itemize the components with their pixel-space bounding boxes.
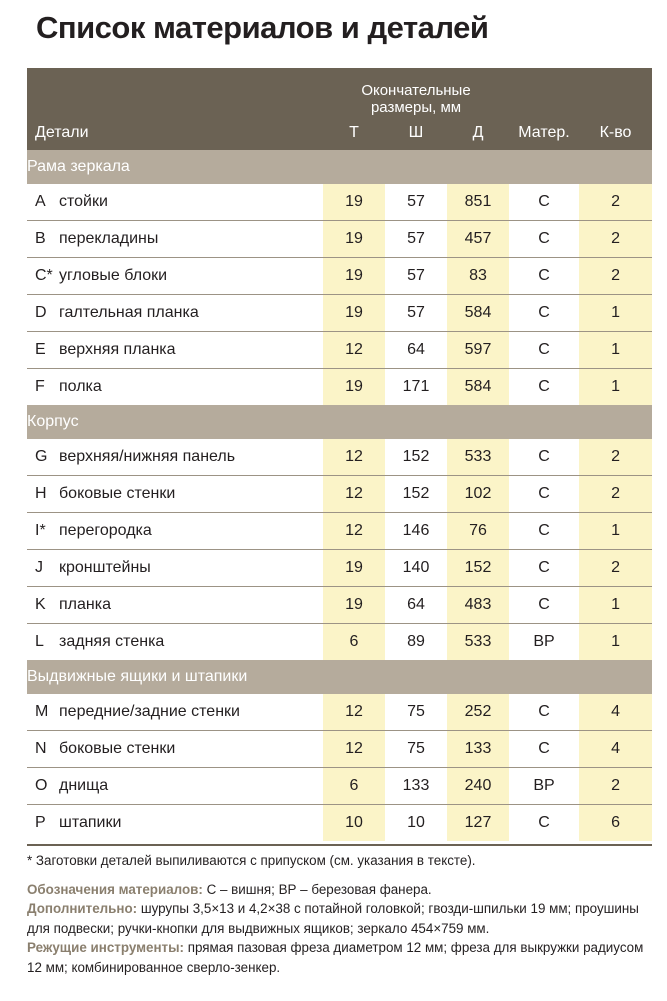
quantity-cell: 4 xyxy=(579,731,652,768)
material-cell: С xyxy=(538,814,550,831)
thickness-cell: 12 xyxy=(323,694,385,731)
page-title: Список материалов и деталей xyxy=(36,10,489,45)
width-cell: 171 xyxy=(402,378,430,395)
tools-note xyxy=(27,938,655,977)
quantity-cell: 1 xyxy=(579,295,652,332)
part-letter: L xyxy=(35,633,44,650)
materials-text: С – вишня; ВР – березовая фанера. xyxy=(202,881,432,897)
material-cell: С xyxy=(509,221,579,258)
material-cell: С xyxy=(509,587,579,624)
width-cell: 64 xyxy=(385,332,447,369)
extra-note xyxy=(27,899,655,938)
part-letter: A xyxy=(27,184,59,221)
part-name: передние/задние стенки xyxy=(59,694,323,731)
length-cell: 76 xyxy=(447,513,509,550)
part-letter: P xyxy=(35,814,46,831)
part-letter: B xyxy=(27,221,59,258)
footnote: * Заготовки деталей выпиливаются с припуском (см. указания в тексте). xyxy=(27,853,476,868)
table-bottom-rule xyxy=(27,844,652,846)
header-row-dims xyxy=(27,68,652,116)
thickness-cell: 10 xyxy=(323,805,385,842)
table-row xyxy=(27,258,652,295)
part-name: верхняя/нижняя панель xyxy=(59,439,323,476)
quantity-cell: 2 xyxy=(579,221,652,258)
part-name: верхняя планка xyxy=(59,332,323,369)
part-name: боковые стенки xyxy=(59,476,323,513)
width-cell: 133 xyxy=(385,768,447,805)
table-row xyxy=(27,587,652,624)
length-cell: 851 xyxy=(447,184,509,221)
part-letter: M xyxy=(27,694,59,731)
table-row xyxy=(27,295,652,332)
part-name: угловые блоки xyxy=(59,258,323,295)
part-letter: F xyxy=(35,378,45,395)
length-cell: 240 xyxy=(447,768,509,805)
part-name: штапики xyxy=(59,814,122,831)
length-cell: 584 xyxy=(447,295,509,332)
tools-label: Режущие инструменты: xyxy=(27,940,184,955)
col-header-mater: Матер. xyxy=(509,116,579,150)
length-cell: 127 xyxy=(447,805,509,842)
quantity-cell: 2 xyxy=(579,550,652,587)
length-cell: 152 xyxy=(447,550,509,587)
thickness-cell: 12 xyxy=(323,332,385,369)
thickness-cell: 19 xyxy=(323,184,385,221)
thickness-cell: 12 xyxy=(323,439,385,476)
quantity-cell: 1 xyxy=(579,513,652,550)
length-cell: 83 xyxy=(447,258,509,295)
length-cell: 457 xyxy=(447,221,509,258)
extra-label: Дополнительно: xyxy=(27,901,138,916)
length-cell: 133 xyxy=(447,731,509,768)
table-row xyxy=(27,550,652,587)
notes-block xyxy=(27,851,655,977)
material-cell: С xyxy=(509,439,579,476)
part-name: стойки xyxy=(59,184,323,221)
quantity-cell: 2 xyxy=(579,439,652,476)
dims-group-header xyxy=(323,68,509,116)
part-letter: J xyxy=(27,550,59,587)
thickness-cell: 12 xyxy=(323,476,385,513)
part-name: боковые стенки xyxy=(59,731,323,768)
part-letter: E xyxy=(27,332,59,369)
material-cell: ВР xyxy=(509,768,579,805)
thickness-cell: 19 xyxy=(323,587,385,624)
thickness-cell: 19 xyxy=(323,550,385,587)
section-title: Рама зеркала xyxy=(27,150,652,184)
table-row xyxy=(27,624,652,661)
length-cell: 483 xyxy=(447,587,509,624)
section-title: Выдвижные ящики и штапики xyxy=(27,660,652,694)
quantity-cell: 2 xyxy=(579,184,652,221)
material-cell: С xyxy=(509,476,579,513)
table-row xyxy=(27,184,652,221)
thickness-cell: 6 xyxy=(323,624,385,661)
thickness-cell: 12 xyxy=(323,513,385,550)
material-cell: ВР xyxy=(533,633,555,650)
part-letter: I* xyxy=(27,513,59,550)
materials-note xyxy=(27,880,655,900)
material-cell: С xyxy=(509,513,579,550)
dims-line1: Окончательные xyxy=(361,82,471,99)
length-cell: 584 xyxy=(447,369,509,406)
material-cell: С xyxy=(509,694,579,731)
material-cell: С xyxy=(538,378,550,395)
section-header-row xyxy=(27,660,652,694)
material-cell: С xyxy=(509,295,579,332)
quantity-cell: 2 xyxy=(579,476,652,513)
width-cell: 57 xyxy=(385,221,447,258)
width-cell: 140 xyxy=(385,550,447,587)
width-cell: 57 xyxy=(385,184,447,221)
material-cell: С xyxy=(509,258,579,295)
part-letter: O xyxy=(27,768,59,805)
col-header-d: Д xyxy=(447,116,509,150)
width-cell: 152 xyxy=(385,476,447,513)
quantity-cell: 1 xyxy=(579,587,652,624)
width-cell: 152 xyxy=(385,439,447,476)
width-cell: 89 xyxy=(407,633,425,650)
width-cell: 64 xyxy=(385,587,447,624)
col-header-t: Т xyxy=(323,116,385,150)
length-cell: 597 xyxy=(447,332,509,369)
col-header-details: Детали xyxy=(27,116,323,150)
part-name: полка xyxy=(59,378,102,395)
table-row xyxy=(27,369,652,406)
material-cell: С xyxy=(509,332,579,369)
table-row xyxy=(27,694,652,731)
col-header-sh: Ш xyxy=(385,116,447,150)
materials-label: Обозначения материалов: xyxy=(27,881,203,897)
thickness-cell: 19 xyxy=(323,258,385,295)
material-cell: С xyxy=(509,184,579,221)
part-name: перегородка xyxy=(59,513,323,550)
quantity-cell: 6 xyxy=(579,805,652,842)
table-row xyxy=(27,476,652,513)
width-cell: 75 xyxy=(385,694,447,731)
dims-line2: размеры, мм xyxy=(370,99,462,116)
table-row xyxy=(27,768,652,805)
tools-text: прямая пазовая фреза диаметром 12 мм; фреза для выкружки радиусом 12 мм; комбинированное сверло-зенкер. xyxy=(27,940,644,975)
width-cell: 10 xyxy=(407,814,425,831)
material-cell: С xyxy=(509,550,579,587)
quantity-cell: 4 xyxy=(579,694,652,731)
width-cell: 146 xyxy=(385,513,447,550)
parts-table xyxy=(27,68,652,841)
table-row xyxy=(27,731,652,768)
part-letter: G xyxy=(27,439,59,476)
length-cell: 533 xyxy=(447,439,509,476)
width-cell: 57 xyxy=(385,295,447,332)
col-header-qty: К-во xyxy=(579,116,652,150)
width-cell: 57 xyxy=(385,258,447,295)
material-cell: С xyxy=(509,731,579,768)
quantity-cell: 2 xyxy=(579,258,652,295)
part-letter: D xyxy=(27,295,59,332)
table-row xyxy=(27,332,652,369)
part-letter: H xyxy=(27,476,59,513)
length-cell: 252 xyxy=(447,694,509,731)
thickness-cell: 6 xyxy=(323,768,385,805)
length-cell: 533 xyxy=(447,624,509,661)
part-name: перекладины xyxy=(59,221,323,258)
thickness-cell: 19 xyxy=(323,295,385,332)
thickness-cell: 12 xyxy=(323,731,385,768)
quantity-cell: 1 xyxy=(579,332,652,369)
part-name: галтельная планка xyxy=(59,295,323,332)
length-cell: 102 xyxy=(447,476,509,513)
width-cell: 75 xyxy=(385,731,447,768)
part-letter: C* xyxy=(27,258,59,295)
table-row xyxy=(27,221,652,258)
section-title: Корпус xyxy=(27,405,652,439)
quantity-cell: 1 xyxy=(579,369,652,406)
part-name: планка xyxy=(59,587,323,624)
table-row xyxy=(27,805,652,842)
part-name: задняя стенка xyxy=(59,633,165,650)
thickness-cell: 19 xyxy=(323,369,385,406)
quantity-cell: 2 xyxy=(579,768,652,805)
extra-text: шурупы 3,5×13 и 4,2×38 с потайной головкой; гвозди-шпильки 19 мм; проушины для подвески; ручки-кнопки для выдвижных ящиков; зеркало 454×759 мм. xyxy=(27,901,639,936)
section-header-row xyxy=(27,150,652,184)
part-letter: K xyxy=(27,587,59,624)
thickness-cell: 19 xyxy=(323,221,385,258)
table-row xyxy=(27,439,652,476)
quantity-cell: 1 xyxy=(579,624,652,661)
parts-body xyxy=(27,150,652,841)
section-header-row xyxy=(27,405,652,439)
part-name: днища xyxy=(59,768,323,805)
part-name: кронштейны xyxy=(59,550,323,587)
part-letter: N xyxy=(27,731,59,768)
table-row xyxy=(27,513,652,550)
header-row-columns xyxy=(27,116,652,150)
